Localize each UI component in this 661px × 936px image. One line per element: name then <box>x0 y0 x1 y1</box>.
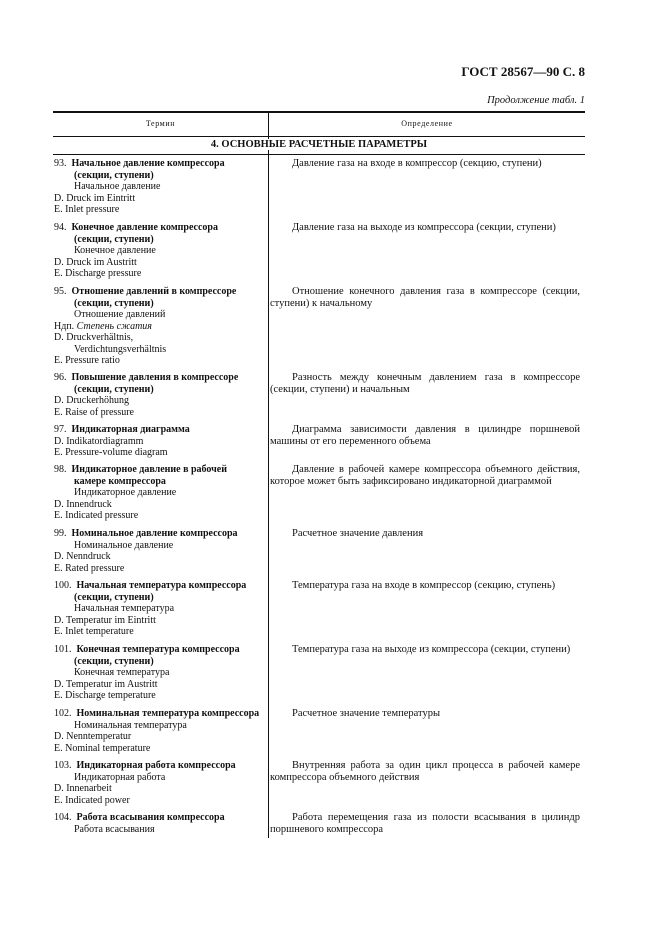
definition-cell <box>270 760 580 784</box>
definition-text: Диаграмма зависимости давления в цилиндре поршневой машины от его переменного объема <box>270 424 580 447</box>
term-number: 103. <box>54 760 72 771</box>
section-rule <box>53 154 585 155</box>
term-synonym: Работа всасывания <box>74 823 155 835</box>
term-german: D. Temperatur im Austritt <box>54 678 158 690</box>
term-english: E. Indicated power <box>54 794 130 806</box>
term-name-cont: (секции, ступени) <box>74 169 154 181</box>
term-number: 96. <box>54 372 67 383</box>
definition-cell <box>270 372 580 396</box>
term-german: D. Indikatordiagramm <box>54 435 144 447</box>
term-name: Индикаторная работа компрессора <box>76 760 236 771</box>
term-name: Отношение давлений в компрессоре <box>71 286 237 297</box>
term-name: Конечное давление компрессора <box>71 222 218 233</box>
term-number: 95. <box>54 286 67 297</box>
deprecated-term: Степень сжатия <box>76 320 152 332</box>
definition-cell <box>270 424 580 448</box>
term-german: D. Innendruck <box>54 498 112 510</box>
definition-text: Давление газа на выходе из компрессора (секции, ступени) <box>292 222 556 233</box>
definition-text: Температура газа на выходе из компрессора (секции, ступени) <box>292 644 571 655</box>
term-german: D. Druckerhöhung <box>54 395 129 406</box>
term-cell <box>54 286 266 367</box>
definition-text: Отношение конечного давления газа в компрессоре (секции, ступени) к начальному <box>270 286 580 309</box>
term-number: 98. <box>54 464 67 475</box>
term-cell <box>54 372 266 418</box>
term-german-cont: Verdichtungsverhältnis <box>74 343 167 355</box>
term-cell <box>54 644 266 702</box>
term-number: 100. <box>54 580 72 591</box>
term-number: 102. <box>54 708 72 719</box>
term-number: 99. <box>54 528 67 539</box>
term-name: Номинальное давление компрессора <box>71 528 238 539</box>
term-german: D. Druck im Eintritt <box>54 192 136 204</box>
definition-cell <box>270 580 580 592</box>
definition-text: Расчетное значение температуры <box>292 708 441 719</box>
term-name-cont: (секции, ступени) <box>74 297 154 309</box>
term-cell <box>54 760 266 806</box>
table-continuation-note: Продолжение табл. 1 <box>487 95 585 106</box>
column-header-definition: Определение <box>401 119 453 128</box>
definition-text: Давление газа на входе в компрессор (секцию, ступени) <box>292 158 542 169</box>
term-name: Номинальная температура компрессора <box>76 708 260 719</box>
term-synonym: Начальное давление <box>74 181 161 192</box>
term-synonym: Начальная температура <box>74 603 175 614</box>
page-header: ГОСТ 28567—90 С. 8 <box>461 64 585 79</box>
column-divider <box>268 111 269 838</box>
term-name: Индикаторное давление в рабочей <box>71 464 228 475</box>
term-synonym: Отношение давлений <box>74 309 166 320</box>
term-name: Повышение давления в компрессоре <box>71 372 239 383</box>
term-synonym: Индикаторная работа <box>74 771 166 783</box>
section-title: 4. ОСНОВНЫЕ РАСЧЕТНЫЕ ПАРАМЕТРЫ <box>53 139 585 150</box>
term-cell <box>54 528 266 574</box>
term-german: D. Druckverhältnis, <box>54 332 134 343</box>
term-cell <box>54 464 266 522</box>
term-number: 101. <box>54 644 72 655</box>
term-number: 93. <box>54 158 67 169</box>
term-english: E. Inlet temperature <box>54 626 134 637</box>
term-synonym: Конечная температура <box>74 667 170 678</box>
term-cell <box>54 708 266 754</box>
term-name: Работа всасывания компрессора <box>76 812 225 823</box>
definition-cell <box>270 708 580 720</box>
term-english: E. Inlet pressure <box>54 204 120 215</box>
deprecated-label: Ндп. <box>54 320 75 332</box>
term-english: E. Raise of pressure <box>54 406 134 418</box>
term-name-cont: камере компрессора <box>74 475 166 487</box>
term-german: D. Druck im Austritt <box>54 256 137 268</box>
term-synonym: Конечное давление <box>74 245 156 256</box>
term-deprecated <box>54 321 266 333</box>
definition-text: Работа перемещения газа из полости всасывания в цилиндр поршневого компрессора <box>270 812 580 835</box>
definition-cell <box>270 812 580 836</box>
term-english: E. Indicated pressure <box>54 510 139 521</box>
definition-cell <box>270 286 580 310</box>
definition-text: Разность между конечным давлением газа в компрессоре (секции, ступени) и начальным <box>270 372 580 395</box>
term-german: D. Nenndruck <box>54 551 111 562</box>
term-synonym: Номинальная температура <box>74 719 187 731</box>
term-german: D. Temperatur im Eintritt <box>54 614 156 626</box>
term-english: E. Pressure ratio <box>54 355 120 366</box>
term-english: E. Discharge pressure <box>54 268 142 279</box>
definition-text: Давление в рабочей камере компрессора объемного действия, которое может быть зафиксировано индикаторной диаграммой <box>270 464 580 487</box>
term-name: Индикаторная диаграмма <box>71 424 190 435</box>
term-cell <box>54 424 266 459</box>
term-german: D. Nenntemperatur <box>54 731 132 742</box>
term-synonym: Номинальное давление <box>74 539 174 551</box>
term-synonym: Индикаторное давление <box>74 487 177 498</box>
definition-cell <box>270 158 580 170</box>
term-cell <box>54 222 266 280</box>
table-header-row <box>53 113 585 137</box>
term-name-cont: (секции, ступени) <box>74 591 154 603</box>
definition-cell <box>270 464 580 488</box>
definition-text: Расчетное значение давления <box>292 528 424 539</box>
term-name: Начальное давление компрессора <box>71 158 225 169</box>
term-number: 94. <box>54 222 67 233</box>
term-english: E. Pressure-volume diagram <box>54 447 168 458</box>
definition-text: Температура газа на входе в компрессор (секцию, ступень) <box>292 580 556 591</box>
definition-cell <box>270 644 580 656</box>
term-number: 104. <box>54 812 72 823</box>
term-german: D. Innenarbeit <box>54 783 112 794</box>
term-name-cont: (секции, ступени) <box>74 383 154 395</box>
term-name: Начальная температура компрессора <box>76 580 247 591</box>
term-english: E. Discharge temperature <box>54 690 156 701</box>
definition-cell <box>270 528 580 540</box>
term-name: Конечная температура компрессора <box>76 644 240 655</box>
term-name-cont: (секции, ступени) <box>74 233 154 245</box>
column-header-term: Термин <box>145 119 176 128</box>
term-number: 97. <box>54 424 67 435</box>
term-cell <box>54 158 266 216</box>
term-cell <box>54 812 266 835</box>
definition-cell <box>270 222 580 234</box>
term-name-cont: (секции, ступени) <box>74 655 154 667</box>
term-cell <box>54 580 266 638</box>
definition-text: Внутренняя работа за один цикл процесса в рабочей камере компрессора объемного действия <box>270 760 580 783</box>
term-english: E. Rated pressure <box>54 562 125 574</box>
term-english: E. Nominal temperature <box>54 742 151 754</box>
